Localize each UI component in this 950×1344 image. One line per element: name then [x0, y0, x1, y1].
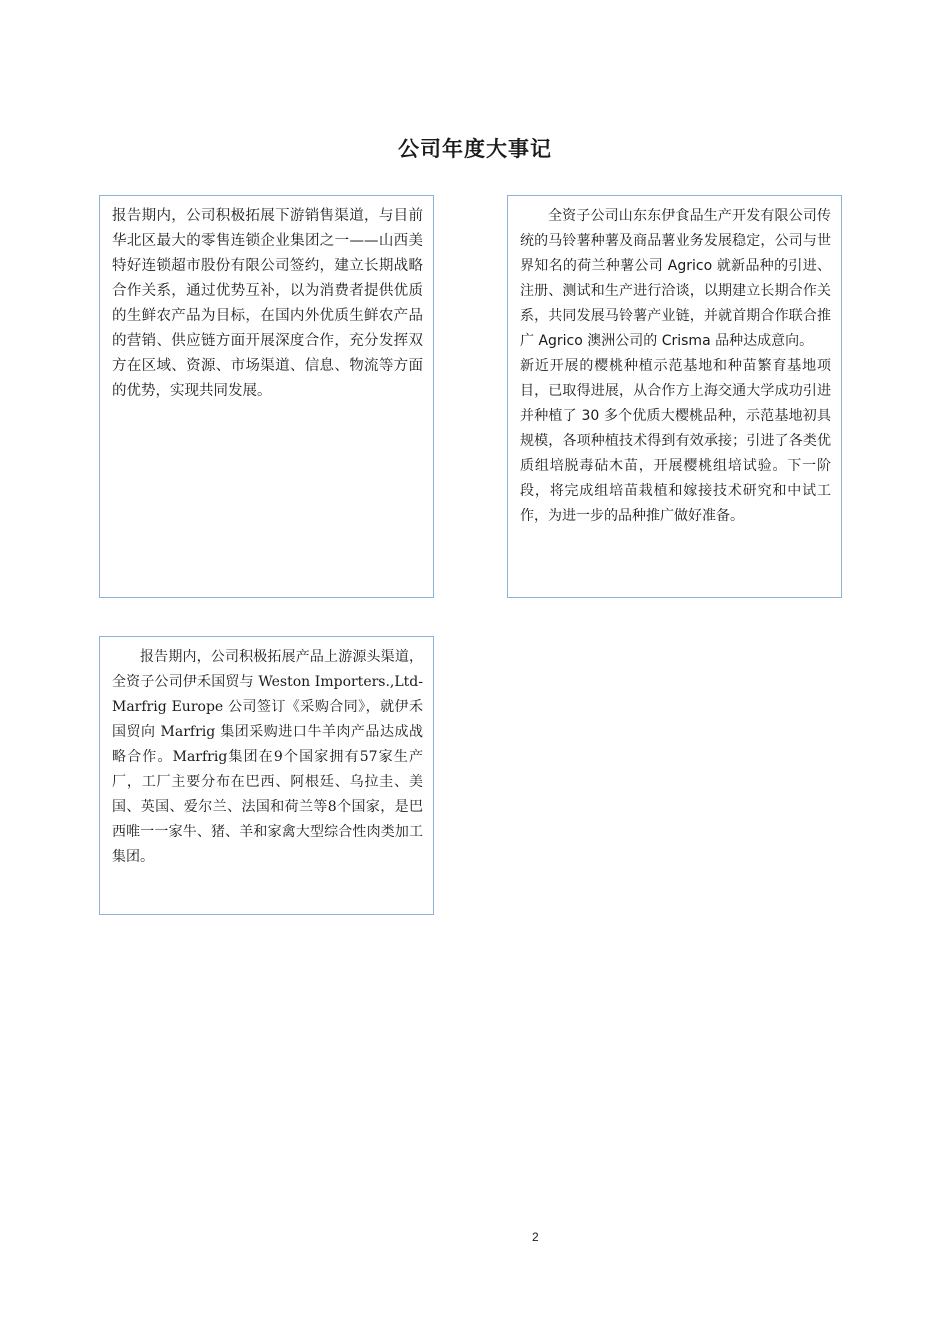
- page-number: 2: [532, 1230, 539, 1244]
- event-box-potato-cherry: [507, 195, 842, 598]
- event-text-cherry: 新近开展的樱桃种植示范基地和种苗繁育基地项目，已取得进展，从合作方上海交通大学成功引进并种植了 30 多个优质大樱桃品种，示范基地初具规模，各项种植技术得到有效承接；引进了各类优质组培脱毒砧木苗，开展樱桃组培试验。下一阶段，将完成组培苗栽植和嫁接技术研究和中试工作，为进一步的品种推广做好准备。: [520, 358, 831, 524]
- event-box-sales-channel: [99, 195, 434, 598]
- event-text-sales-channel: 报告期内，公司积极拓展下游销售渠道，与目前华北区最大的零售连锁企业集团之一——山西美特好连锁超市股份有限公司签约，建立长期战略合作关系，通过优势互补，以为消费者提供优质的生鲜农产品为目标，在国内外优质生鲜农产品的营销、供应链方面开展深度合作，充分发挥双方在区域、资源、市场渠道、信息、物流等方面的优势，实现共同发展。: [112, 208, 423, 399]
- event-text-potato: 全资子公司山东东伊食品生产开发有限公司传统的马铃薯种薯及商品薯业务发展稳定，公司与世界知名的荷兰种薯公司 Agrico 就新品种的引进、注册、测试和生产进行洽谈，以期建立长期合作关系，共同发展马铃薯产业链，并就首期合作联合推广 Agrico 澳洲公司的 Crisma 品种达成意向。: [520, 208, 831, 349]
- event-box-upstream-sourcing: [99, 636, 434, 915]
- page-title: 公司年度大事记: [398, 137, 552, 161]
- event-text-upstream-sourcing: 报告期内，公司积极拓展产品上游源头渠道，全资子公司伊禾国贸与 Weston Importers.,Ltd-Marfrig Europe 公司签订《采购合同》，就伊禾国贸向 Marfrig 集团采购进口牛羊肉产品达成战略合作。Marfrig集团在9个国家拥有57家生产厂，工厂主要分布在巴西、阿根廷、乌拉圭、美国、英国、爱尔兰、法国和荷兰等8个国家，是巴西唯一一家牛、猪、羊和家禽大型综合性肉类加工集团。: [112, 649, 423, 865]
